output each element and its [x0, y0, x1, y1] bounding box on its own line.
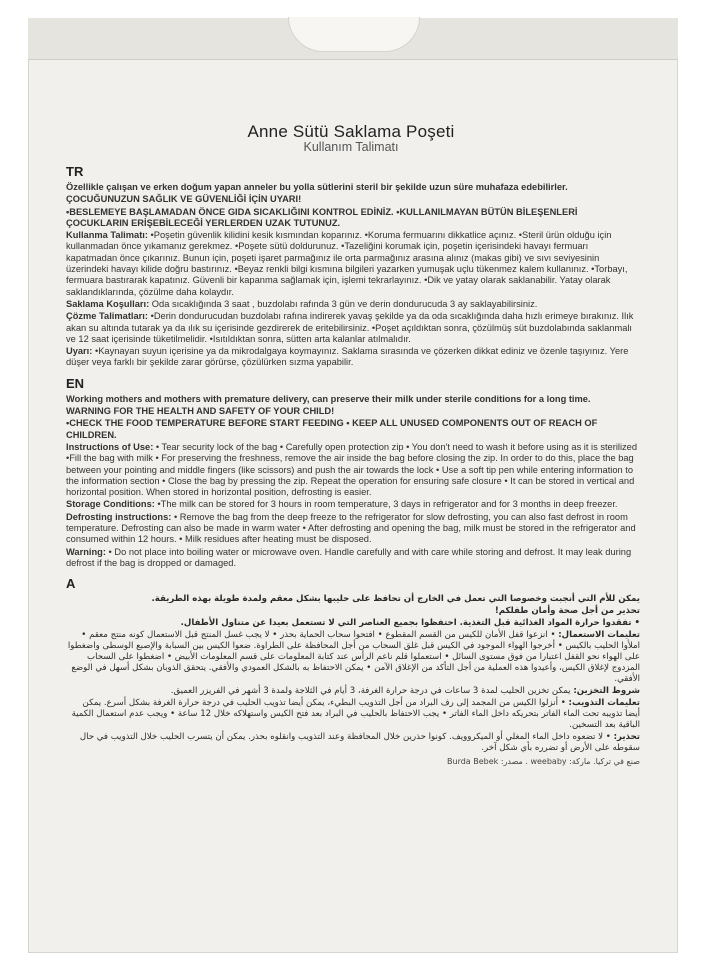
- tr-storage-text: Oda sıcaklığında 3 saat , buzdolabı rafında 3 gün ve derin dondurucuda 3 ay saklayabilirsiniz.: [149, 298, 538, 309]
- tr-caution-text: •Kaynayan suyun içerisine ya da mikrodalgaya koymayınız. Saklama sırasında ve çözerken dikkat ediniz ve özenle taşıyınız. Yere düşer veya farklı bir şekilde zarar görürse, çözülürken sızma yapabilir.: [66, 346, 629, 368]
- ar-thaw-label: تعليمات التذويب:: [568, 698, 640, 709]
- en-storage: [66, 499, 640, 510]
- en-intro: Working mothers and mothers with premature delivery, can preserve their milk under sterile conditions for a long time.: [66, 393, 591, 404]
- en-usage: [66, 442, 640, 498]
- lang-heading-en: EN: [66, 375, 85, 391]
- en-warning-body: •CHECK THE FOOD TEMPERATURE BEFORE START FEEDING • KEEP ALL UNUSED COMPONENTS OUT OF REACH OF CHILDREN.: [66, 418, 598, 440]
- tr-caution-label: Uyarı:: [66, 346, 93, 357]
- ar-thaw: [66, 698, 640, 731]
- tr-storage-label: Saklama Koşulları:: [66, 298, 150, 309]
- package-flap: [28, 18, 678, 60]
- ar-caution: [66, 732, 640, 754]
- en-caution-text: • Do not place into boiling water or microwave oven. Handle carefully and with care while storing and defrost. It may leak during defrost if the bag is dropped or damaged.: [66, 546, 632, 568]
- tr-intro: Özellikle çalışan ve erken doğum yapan anneler bu yolla sütlerini steril bir şekilde uzun süre muhafaza edebilirler.: [66, 182, 568, 192]
- ar-usage: [66, 630, 640, 685]
- en-storage-label: Storage Conditions:: [66, 499, 155, 510]
- ar-caution-text: • لا تضعوه داخل الماء المغلي أو الميكروويف. كونوا حذرين خلال المحافظة وعند التذويب وانقلوه بحذر. يمكن أن يتسرب الحليب خلال التذويب في حال سقوطه على الأرض أو تضرره بأي شكل آخر.: [79, 732, 640, 754]
- flap-notch: [288, 17, 420, 52]
- tr-usage-text: •Poşetin güvenlik kilidini kesik kısmından koparınız. •Koruma fermuarını dikkatlice açınız. •Steril ürün olduğu için kullanmadan önce yıkamanız gerekmez. •Poşete sütü doldurunuz. •Tazeliğini korumak için, poşetin içerisindeki havayı fermuarı kapatmadan önce çıkarınız. Bunun için, poşeti işaret parmağınız ile orta parmağınız arasına alınız (makas gibi) ve sıvı seviyesinin üzerindeki havayı kilide doğru bastırınız. •Beyaz renkli bilgi kısmına bilgileri yazarken yumuşak uçlu tükenmez kalem kullanınız. •Torbayı, fermuara bastırarak kapatınız. Güvenli bir kapanma sağlamak için, işlemi tekrarlayınız. •Dik ve yatay olarak saklanabilir. Yatay olarak saklandıklarında, çözülme daha kolaydır.: [66, 230, 628, 297]
- instructions: [66, 162, 640, 768]
- product-subtitle: Kullanım Talimatı: [303, 140, 399, 154]
- manufacturer-footer: صنع في تركيا. ماركة: weebaby . مصدر: Burda Bebek: [447, 757, 640, 767]
- tr-warning-body: •BESLEMEYE BAŞLAMADAN ÖNCE GIDA SICAKLIĞINI KONTROL EDİNİZ. •KULLANILMAYAN BÜTÜN BİLEŞENLERİ ÇOCUKLARIN ERİŞEBİLECEĞİ YERLERDEN UZAK TUTUNUZ.: [66, 206, 578, 228]
- ar-storage-text: يمكن تخزين الحليب لمدة 3 ساعات في درجة حرارة الغرفة، 3 أيام في الثلاجة ولمدة 3 أشهر في الفريزر العميق.: [170, 686, 574, 697]
- en-caution-label: Warning:: [66, 546, 106, 557]
- en-warning-head: WARNING FOR THE HEALTH AND SAFETY OF YOUR CHILD!: [66, 406, 335, 417]
- tr-thaw-text: •Derin dondurucudan buzdolabı rafına indirerek yavaş şekilde ya da oda sıcaklığında daha hızlı erimeye bırakınız. Ilık akan su altında tutarak ya da ılık su içerisinde gezdirerek de eritebilirsiniz. •Poşet açıldıktan sonra, çözülmüş süt buzdolabında saklanmalı ve 12 saat içerisinde tüketilmelidir. •Isıtıldıktan sonra, sütten arta kalanlar atılmalıdır.: [66, 311, 634, 344]
- en-usage-label: Instructions of Use:: [66, 441, 154, 452]
- ar-intro: يمكن للأم التي أنجبت وخصوصا التي تعمل في الخارج أن تحافظ على حليبها بشكل معقم ولمدة طويلة بهذه الطريقة.: [151, 594, 640, 605]
- tr-usage-label: Kullanma Talimatı:: [66, 230, 148, 241]
- tr-warning-head: ÇOCUĞUNUZUN SAĞLIK VE GÜVENLİĞİ İÇİN UYARI!: [66, 194, 302, 205]
- ar-warning-body: • تفقدوا حرارة المواد الغذائية قبل التغذية. احتفظوا بجميع العناصر التي لا تستعمل بعيدا عن متناول الأطفال.: [180, 618, 640, 629]
- ar-storage: [66, 686, 640, 697]
- ar-caution-label: تحذير:: [613, 732, 640, 743]
- en-thaw: [66, 512, 640, 546]
- ar-warning-head: تحذير من أجل صحة وأمان طفلكم!: [494, 606, 640, 617]
- en-thaw-label: Defrosting instructions:: [66, 511, 172, 522]
- en-storage-text: •The milk can be stored for 3 hours in room temperature, 3 days in refrigerator and for 3 months in deep freezer.: [154, 499, 618, 510]
- en-thaw-text: • Remove the bag from the deep freeze to the refrigerator for slow defrosting, you can also fast defrost in room temperature. Defrosting can also be made in warm water • After defrosting and opening the bag, milk must be stored in the refrigerator and consumed within 12 hours. • Milk residues after heating must be disposed.: [66, 511, 636, 545]
- lang-heading-ar: A: [66, 576, 76, 592]
- product-title: Anne Sütü Saklama Poşeti: [247, 122, 455, 141]
- ar-usage-text: • انزعوا قفل الأمان للكيس من القسم المقطوع • افتحوا سحاب الحماية بحذر • لا يجب غسل المنتج قبل الاستعمال كونه منتج معقم • املأوا الحليب بالكيس • أخرجوا الهواء الموجود في الكيس قبل غلق السحاب من أجل المحافظة على الطراوة. ضعوا الكيس بين السبابة والإصبع الوسطى واضغطوا على الهواء نحو القفل اعتبارا من فوق مستوى السائل • استعملوا قلم ناعم الرأس عند كتابة المعلومات على قسم المعلومات الأبيض • اضغطوا على السحاب المزدوج لإغلاق الكيس، وأعيدوا هذه العملية من أجل التأكد من الإغلاق الآمن • يمكن الاحتفاظ به بالشكل العمودي والأفقي. يتحقق الذوبان بشكل أسهل في الوضع الأفقي.: [67, 630, 640, 685]
- en-usage-text: • Tear security lock of the bag • Carefully open protection zip • You don't need to wash it before using as it is sterilized •Fill the bag with milk • For preserving the freshness, remove the air inside the bag before closing the zip. In order to do this, place the bag between your pointing and middle fingers (like scissors) and push the air towards the lock • Use a soft tip pen while entering information to the information section • Close the bag by pressing the zip. Repeat the operation for ensuring safe closure • It can be stored in vertical and horizontal position. When stored in horizontal position, defrosting is easier.: [66, 441, 638, 498]
- tr-caution: [66, 346, 640, 369]
- tr-usage: [66, 230, 640, 298]
- tr-thaw: [66, 311, 640, 345]
- ar-storage-label: شروط التخزين:: [573, 686, 640, 697]
- ar-thaw-text: • أنزلوا الكيس من المجمد إلى رف البراد من أجل التذويب البطيء، يمكن أيضا تذويب الحليب في درجة حرارة الغرفة بشكل أسرع. يمكن أيضا تذويبه تحت الماء الفاتر بتحريكه داخل الماء الفاتر • يجب الاحتفاظ بالحليب في البراد بعد فتح الكيس واستهلاكه خلال 12 ساعة • ويجب عدم استعمال الكمية الباقية بعد التسخين.: [71, 698, 640, 731]
- ar-usage-label: تعليمات الاستعمال:: [558, 630, 640, 641]
- lang-heading-tr: TR: [66, 164, 84, 179]
- tr-storage: [66, 299, 640, 310]
- tr-thaw-label: Çözme Talimatları:: [66, 311, 148, 322]
- en-caution: [66, 547, 640, 570]
